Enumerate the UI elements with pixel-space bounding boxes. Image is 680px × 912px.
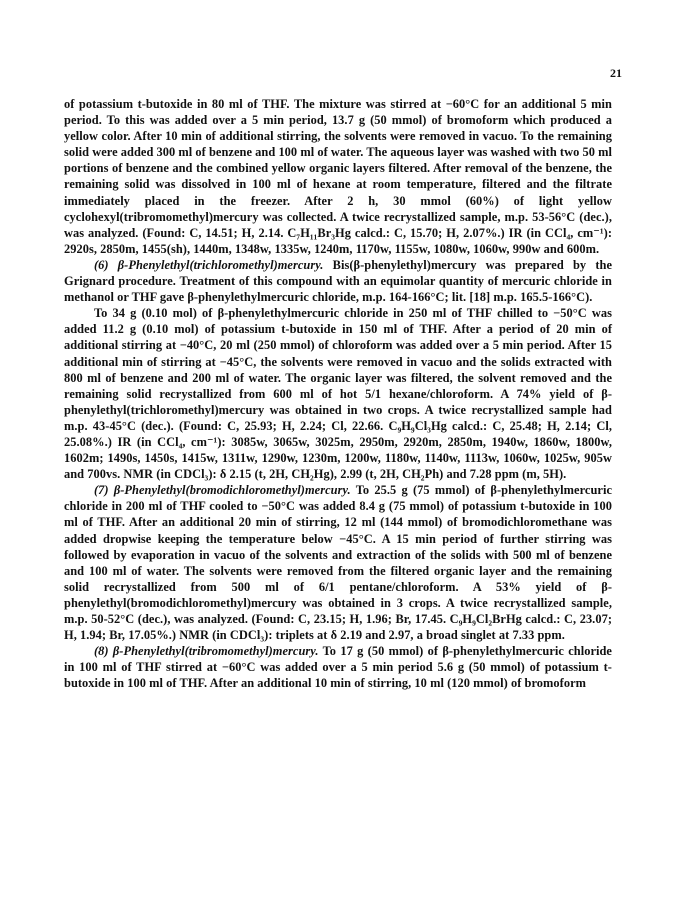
paragraph-procedure-6 (64, 305, 612, 482)
section-heading-8: (8) β-Phenylethyl(tribromomethyl)mercury. (94, 644, 319, 659)
page-number: 21 (610, 66, 622, 80)
paragraph-continuation (64, 96, 612, 257)
paragraph-text: To 34 g (0.10 mol) of β-phenylethylmercuric chloride in 250 ml of THF chilled to −50°C was added 11.2 g (0.10 mol) of potassium t-butoxide in 150 ml of THF. After a period of 20 min of additional stirring at −40°C, 20 ml (250 mmol) of chloroform was added over a 5 min period. After 15 additional min of stirring at −45°C, the solvents were removed in vacuo and the solids extracted with 800 ml of benzene and 200 ml of water. The organic layer was filtered, the solvent removed and the remaining solid recrystallized from 600 ml of hot 5/1 hexane/chloroform. A 74% yield of β-phenylethyl(trichloromethyl)mercury was obtained in two crops. A twice recrystallized sample had m.p. 43-45°C (dec.). (Found: C, 25.93; H, 2.24; Cl, 22.66. C₉H₉Cl₃Hg calcd.: C, 25.48; H, 2.14; Cl, 25.08%.) IR (in CCl₄, cm⁻¹): 3085w, 3065w, 3025m, 2950m, 2920m, 2850m, 1940w, 1860w, 1800w, 1602m; 1490s, 1450s, 1415w, 1311w, 1290w, 1230m, 1200w, 1180w, 1140w, 1113w, 1060w, 1025w, 905w and 700vs. NMR (in CDCl₃): δ 2.15 (t, 2H, CH₂Hg), 2.99 (t, 2H, CH₂Ph) and 7.28 ppm (m, 5H). (64, 306, 612, 482)
paragraph-text: To 17 g (50 mmol) of β-phenylethylmercuric chloride in 100 ml of THF stirred at −60°C was added over a 5 min period 5.6 g (50 mmol) of potassium t-butoxide in 100 ml of THF. After an additional 10 min of stirring, 10 ml (120 mmol) of bromoform (64, 644, 612, 691)
paragraph-text: of potassium t-butoxide in 80 ml of THF. The mixture was stirred at −60°C for an additional 5 min period. To this was added over a 5 min period, 13.7 g (50 mmol) of bromoform which produced a yellow color. After 10 min of additional stirring, the solvents were removed in vacuo. To the remaining solid were added 300 ml of benzene and 100 ml of water. The aqueous layer was washed with two 50 ml portions of benzene and the combined yellow organic layers filtered. After removal of the benzene, the remaining solid was dissolved in 100 ml of hexane at room temperature, filtered and the filtrate immediately placed in the freezer. After 2 h, 30 mmol (60%) of light yellow cyclohexyl(tribromomethyl)mercury was collected. A twice recrystallized sample, m.p. 53-56°C (dec.), was analyzed. (Found: C, 14.51; H, 2.14. C₇H₁₁Br₃Hg calcd.: C, 15.70; H, 2.07%.) IR (in CCl₄, cm⁻¹): 2920s, 2850m, 1455(sh), 1440m, 1348w, 1335w, 1240m, 1170w, 1155w, 1080w, 1060w, 990w and 600m. (64, 97, 612, 256)
body-text (64, 96, 612, 691)
paragraph-section-6 (64, 257, 612, 305)
paragraph-section-8 (64, 643, 612, 691)
paragraph-text: To 25.5 g (75 mmol) of β-phenylethylmercuric chloride in 200 ml of THF cooled to −50°C was added 8.4 g (75 mmol) of potassium t-butoxide in 100 ml of THF. After an additional 20 min of stirring, 12 ml (144 mmol) of bromodichloromethane was added dropwise keeping the temperature below −45°C. A 15 min period of further stirring was followed by evaporation in vacuo of the solvents and extraction of the solids with 500 ml of benzene and 100 ml of water. The solvents were removed from the filtered organic layer and the remaining solid recrystallized from 500 ml of 6/1 pentane/chloroform. A 53% yield of β-phenylethyl(bromodichloromethyl)mercury was obtained in 3 crops. A twice recrystallized sample, m.p. 50-52°C (dec.), was analyzed. (Found: C, 23.15; H, 1.96; Br, 17.45. C₉H₉Cl₂BrHg calcd.: C, 23.07; H, 1.94; Br, 17.05%.) NMR (in CDCl₃): triplets at δ 2.19 and 2.97, a broad singlet at 7.33 ppm. (64, 483, 613, 643)
paragraph-section-7 (64, 482, 612, 643)
paragraph-text: Bis(β-phenylethyl)mercury was prepared by the Grignard procedure. Treatment of this compound with an equimolar quantity of mercuric chloride in methanol or THF gave β-phenylethylmercuric chloride, m.p. 164-166°C; lit. [18] m.p. 165.5-166°C). (64, 257, 612, 305)
section-heading-7: (7) β-Phenylethyl(bromodichloromethyl)mercury. (94, 483, 351, 498)
section-heading-6: (6) β-Phenylethyl(trichloromethyl)mercury. (94, 257, 324, 272)
